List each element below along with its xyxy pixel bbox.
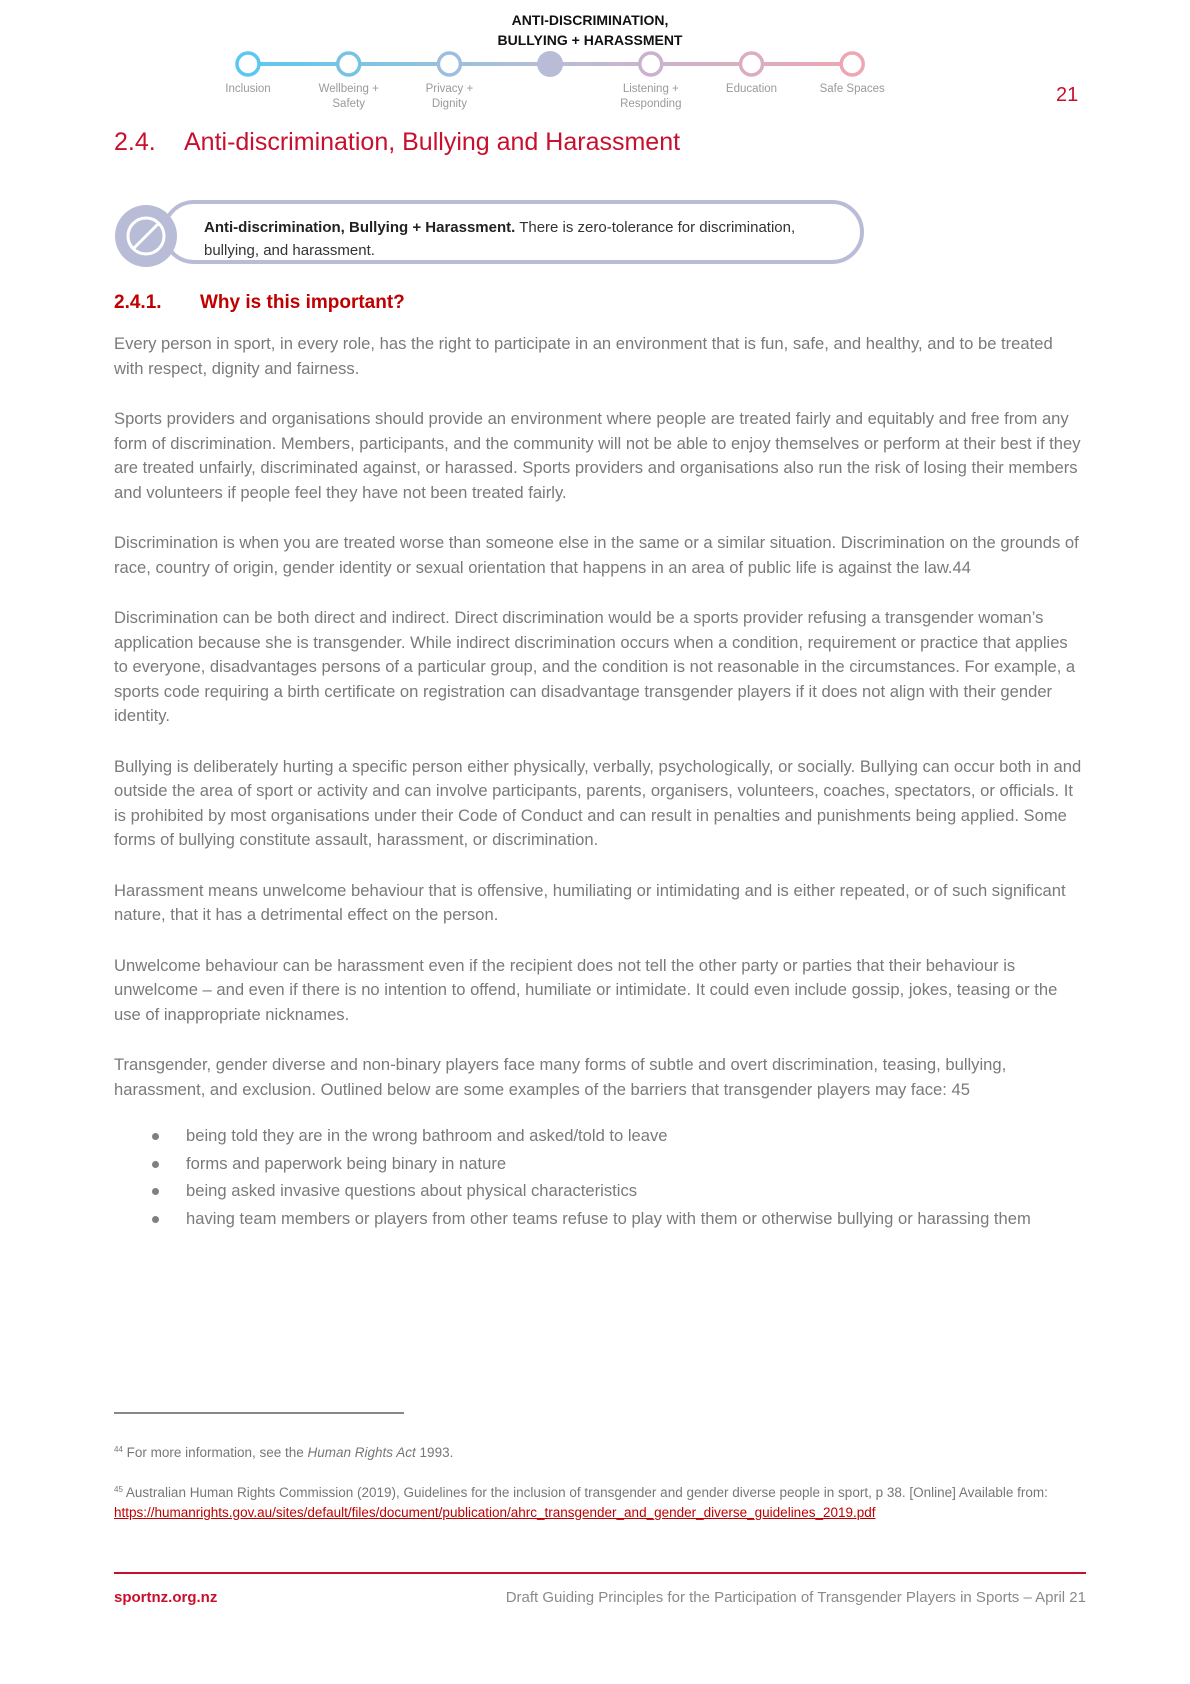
current-section-title-line1: ANTI-DISCRIMINATION,	[511, 12, 669, 28]
footnote-45	[114, 1480, 1074, 1522]
section-title: Anti-discrimination, Bullying and Harassment	[184, 128, 681, 156]
timeline-node[interactable]	[640, 53, 662, 75]
timeline-node[interactable]	[841, 53, 863, 75]
timeline-label-line: Wellbeing +	[318, 83, 379, 95]
timeline-node[interactable]	[741, 53, 763, 75]
current-section-title-line2: BULLYING + HARASSMENT	[497, 32, 683, 48]
timeline-label	[596, 82, 706, 112]
timeline-node[interactable]	[438, 53, 460, 75]
timeline-label	[697, 82, 807, 97]
paragraph: Unwelcome behaviour can be harassment even if the recipient does not tell the other party or parties that their behaviour is unwelcome – and even if there is no intention to offend, humiliate or intimidate. It could even include gossip, jokes, teasing or the use of inappropriate nicknames.	[114, 955, 1058, 1024]
timeline-label	[394, 82, 504, 112]
footnote-44	[114, 1440, 1074, 1463]
callout-bold-lead: Anti-discrimination, Bullying + Harassment.	[204, 219, 516, 236]
footnote-separator	[114, 1412, 404, 1414]
subsection-title: Why is this important?	[200, 292, 405, 313]
list-item	[114, 1177, 1084, 1205]
prohibited-icon	[114, 204, 178, 268]
bullet-icon	[152, 1216, 159, 1223]
list-item-text: being asked invasive questions about physical characteristics	[186, 1181, 638, 1200]
paragraph: Discrimination can be both direct and indirect. Direct discrimination would be a sports provider refusing a transgender woman’s application because she is transgender. While indirect discrimination occurs when a condition, requirement or practice that applies to everyone, disadvantages persons of a particular group, and the condition is not reasonable in the circumstances. For example, a sports code requiring a birth certificate on registration can disadvantage transgender players if it does not align with their gender identity.	[114, 608, 1076, 725]
footnote-text: For more information, see the	[126, 1445, 308, 1460]
timeline-label-line: Inclusion	[225, 83, 271, 95]
bullet-icon	[152, 1188, 159, 1195]
timeline-node[interactable]	[237, 53, 259, 75]
footnote-link[interactable]: https://humanrights.gov.au/sites/default/files/document/publication/ahrc_transgender_and_gender_diverse_guidelines_2019.pdf	[114, 1504, 876, 1520]
callout-body: There is zero-tolerance for discrimination, bullying, and harassment.	[204, 219, 796, 259]
paragraph: Harassment means unwelcome behaviour that is offensive, humiliating or intimidating and is either repeated, or of such significant nature, that it has a detrimental effect on the person.	[114, 880, 1066, 924]
timeline-node[interactable]	[338, 53, 360, 75]
timeline-label	[797, 82, 907, 97]
list-item	[114, 1150, 1084, 1178]
section-number: 2.4.	[114, 128, 156, 156]
timeline-label-line: Dignity	[431, 98, 467, 110]
paragraph: Sports providers and organisations should provide an environment where people are treated fairly and equitably and free from any form of discrimination. Members, participants, and the community will not be able to enjoy themselves or perform at their best if they are treated unfairly, discriminated against, or harassed. Sports providers and organisations also run the risk of losing their members and volunteers if people feel they have not been treated fairly.	[114, 409, 1081, 502]
footer-document-title: Draft Guiding Principles for the Participation of Transgender Players in Sports – April 21	[505, 1589, 1086, 1606]
bullet-icon	[152, 1161, 159, 1168]
footer-rule	[114, 1572, 1086, 1574]
paragraph: Every person in sport, in every role, has the right to participate in an environment that is fun, safe, and healthy, and to be treated with respect, dignity and fairness.	[114, 334, 1053, 378]
page-number: 21	[1056, 84, 1079, 106]
paragraph: Discrimination is when you are treated worse than someone else in the same or a similar situation. Discrimination on the grounds of race, country of origin, gender identity or sexual orientation that happens in an area of public life is against the law.44	[114, 533, 1079, 577]
timeline-label-line: Privacy +	[425, 83, 474, 95]
paragraph: Transgender, gender diverse and non-binary players face many forms of subtle and overt discrimination, teasing, bullying, harassment, and exclusion. Outlined below are some examples of the barriers that transgender players may face: 45	[114, 1055, 1007, 1099]
subsection-heading	[114, 292, 405, 314]
timeline-label	[193, 82, 303, 97]
subsection-number: 2.4.1.	[114, 292, 162, 313]
footnote-italic: Human Rights Act	[307, 1445, 416, 1460]
footnote-mark: 45	[114, 1485, 123, 1494]
footnote-text: Australian Human Rights Commission (2019), Guidelines for the inclusion of transgender and gender diverse people in sport, p 38. [Online] Available from:	[125, 1485, 1048, 1500]
barriers-list	[114, 1122, 1084, 1232]
section-heading	[114, 128, 680, 157]
list-item	[114, 1205, 1084, 1233]
list-item-text: forms and paperwork being binary in nature	[186, 1153, 507, 1173]
timeline-label	[294, 82, 404, 112]
bullet-icon	[152, 1133, 159, 1140]
body-text	[114, 332, 1084, 1232]
footnote-text-end: 1993.	[415, 1445, 454, 1460]
list-item-text: being told they are in the wrong bathroom and asked/told to leave	[186, 1126, 668, 1145]
list-item-text: having team members or players from other teams refuse to play with them or otherwise bullying or harassing them	[186, 1208, 1031, 1228]
timeline-label-line: Safety	[332, 98, 365, 110]
timeline-label-line: Safe Spaces	[819, 83, 885, 95]
timeline-label-line: Responding	[620, 98, 682, 110]
callout-text	[204, 216, 824, 262]
footer-site-link[interactable]: sportnz.org.nz	[114, 1589, 218, 1606]
paragraph: Bullying is deliberately hurting a specific person either physically, verbally, psychologically, or socially. Bullying can occur both in and outside the area of sport or activity and can involve participants, parents, organisers, volunteers, coaches, spectators, or officials. It is prohibited by most organisations under their Code of Conduct and can result in penalties and punishments being applied. Some forms of bullying constitute assault, harassment, or discrimination.	[114, 756, 1082, 849]
list-item	[114, 1122, 1084, 1150]
timeline-node-active[interactable]	[537, 51, 563, 77]
timeline-label-line: Education	[725, 83, 778, 95]
footnote-mark: 44	[114, 1445, 123, 1454]
timeline-label-line: Listening +	[622, 83, 679, 95]
